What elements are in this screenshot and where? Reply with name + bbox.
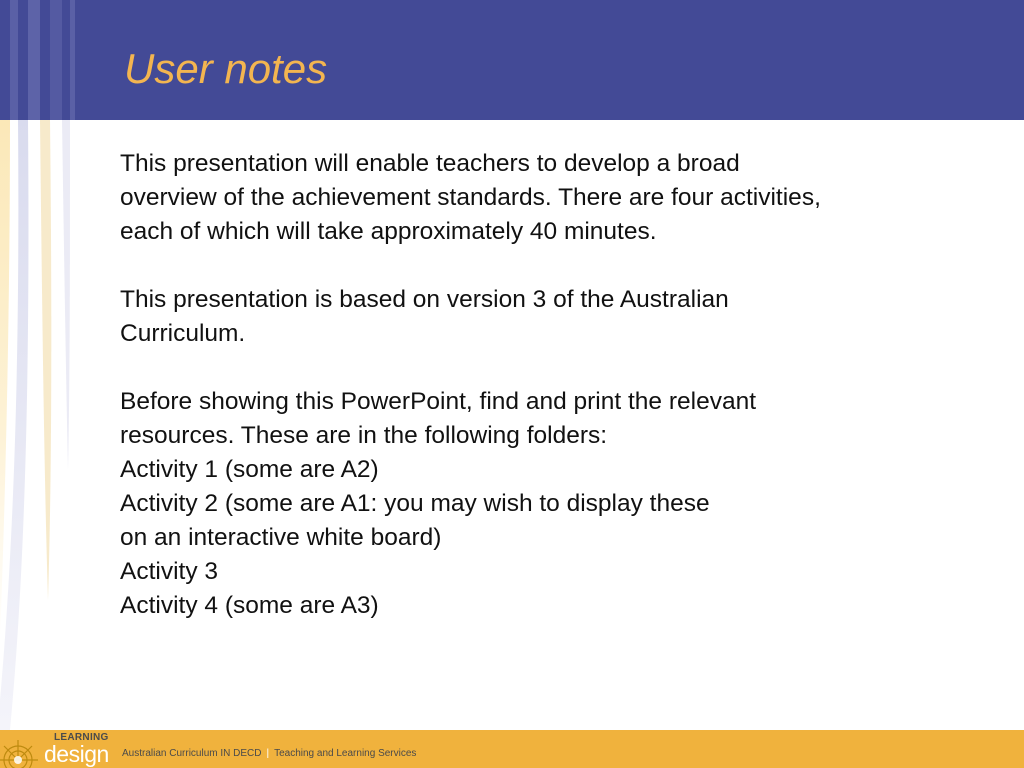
footer-dept: Teaching and Learning Services [274, 748, 417, 759]
text-line: each of which will take approximately 40 minutes. [120, 218, 657, 245]
logo-bottom-text: design [44, 741, 109, 767]
learning-design-logo [44, 732, 114, 766]
paragraph-overview [120, 147, 970, 249]
footer-org: Australian Curriculum IN DECD [122, 748, 262, 759]
text-line: This presentation will enable teachers to develop a broad [120, 150, 740, 177]
slide-footer [0, 730, 1024, 768]
text-line: This presentation is based on version 3 of the Australian [120, 286, 729, 313]
text-line: overview of the achievement standards. There are four activities, [120, 184, 821, 211]
activity-1-line: Activity 1 (some are A2) [120, 456, 379, 483]
header-decorative-stripes [0, 0, 90, 120]
logo-top-text: LEARNING [54, 732, 109, 743]
text-line: Curriculum. [120, 320, 246, 347]
footer-separator: | [266, 748, 270, 759]
activity-2-line: Activity 2 (some are A1: you may wish to display these [120, 490, 710, 517]
text-line: resources. These are in the following folders: [120, 422, 608, 449]
slide-title: User notes [124, 45, 328, 92]
activity-4-line: Activity 4 (some are A3) [120, 592, 379, 619]
activity-2-line-cont: on an interactive white board) [120, 524, 442, 551]
paragraph-resources [120, 385, 970, 623]
text-line: Before showing this PowerPoint, find and print the relevant [120, 388, 757, 415]
paragraph-spacer [120, 351, 970, 385]
paragraph-spacer [120, 249, 970, 283]
footer-caption [122, 747, 416, 760]
slide-body [120, 147, 970, 623]
slide-header [0, 0, 1024, 120]
paragraph-version [120, 283, 970, 351]
activity-3-line: Activity 3 [120, 558, 219, 585]
sunburst-emblem-icon [0, 730, 44, 768]
